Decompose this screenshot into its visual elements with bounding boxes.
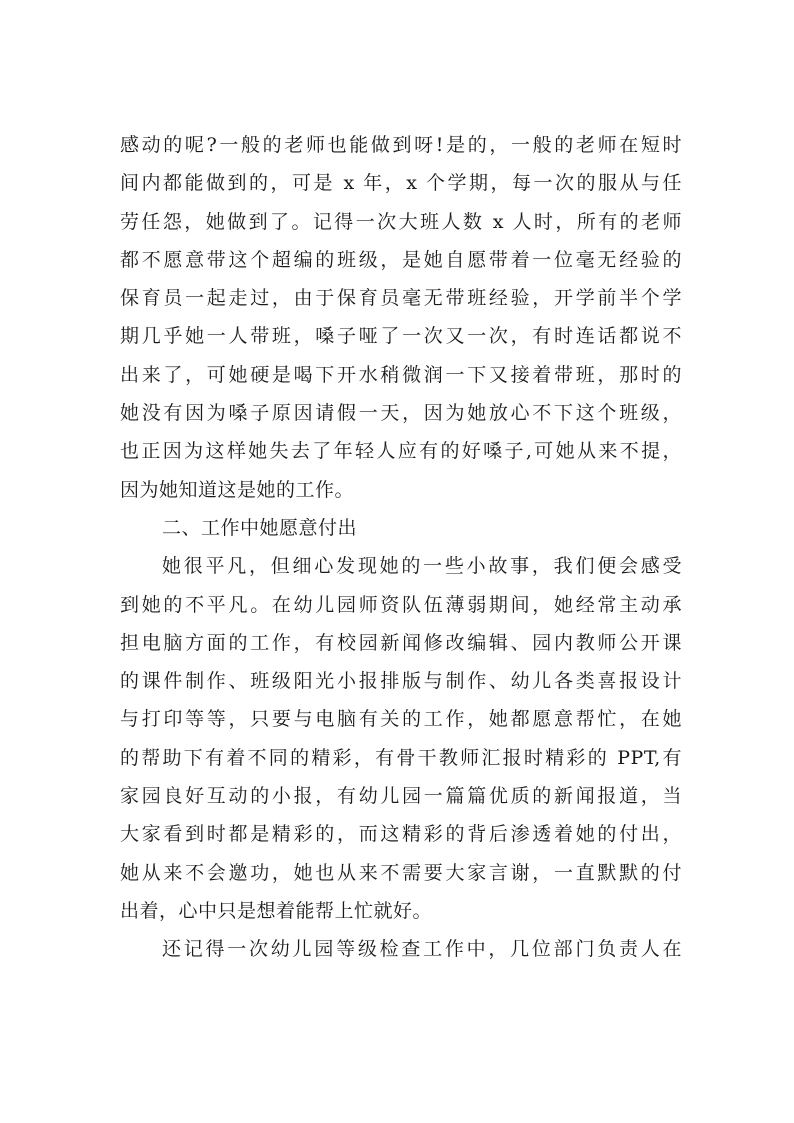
text-line-6: 期几乎她一人带班，嗓子哑了一次又一次，有时连话都说不 xyxy=(120,325,682,348)
text-line-7: 出来了，可她硬是喝下开水稍微润一下又接着带班，那时的 xyxy=(120,363,682,386)
text-line-15: 的课件制作、班级阳光小报排版与制作、幼儿各类喜报设计 xyxy=(120,670,682,693)
document-body xyxy=(120,126,682,969)
text-line-13: 到她的不平凡。在幼儿园师资队伍薄弱期间，她经常主动承 xyxy=(120,593,682,616)
text-line-16: 与打印等等，只要与电脑有关的工作，她都愿意帮忙，在她 xyxy=(120,708,682,731)
text-line-9: 也正因为这样她失去了年轻人应有的好嗓子,可她从来不提， xyxy=(120,440,682,463)
section-heading: 二、工作中她愿意付出 xyxy=(162,516,358,539)
paragraph-first-line: 她很平凡，但细心发现她的一些小故事，我们便会感受 xyxy=(162,555,682,578)
text-line-19: 大家看到时都是精彩的，而这精彩的背后渗透着她的付出， xyxy=(120,823,682,846)
text-line-20: 她从来不会邀功，她也从来不需要大家言谢，一直默默的付 xyxy=(120,861,682,884)
text-line-14: 担电脑方面的工作，有校园新闻修改编辑、园内教师公开课 xyxy=(120,631,682,654)
text-line-21: 出着，心中只是想着能帮上忙就好。 xyxy=(120,899,433,922)
text-line-8: 她没有因为嗓子原因请假一天，因为她放心不下这个班级， xyxy=(120,402,682,425)
text-line-1: 感动的呢?一般的老师也能做到呀!是的，一般的老师在短时 xyxy=(120,134,682,156)
text-line-4: 都不愿意带这个超编的班级，是她自愿带着一位毫无经验的 xyxy=(120,248,682,271)
text-line-10: 因为她知道这是她的工作。 xyxy=(120,478,355,501)
paragraph-first-line: 还记得一次幼儿园等级检查工作中，几位部门负责人在 xyxy=(162,938,682,961)
text-line-3: 劳任怨，她做到了。记得一次大班人数 x 人时，所有的老师 xyxy=(120,210,682,233)
text-line-5: 保育员一起走过，由于保育员毫无带班经验，开学前半个学 xyxy=(120,287,682,310)
text-line-2: 间内都能做到的，可是 x 年，x 个学期，每一次的服从与任 xyxy=(120,172,682,195)
text-line-18: 家园良好互动的小报，有幼儿园一篇篇优质的新闻报道，当 xyxy=(120,785,682,808)
text-line-17: 的帮助下有着不同的精彩，有骨干教师汇报时精彩的 PPT,有 xyxy=(120,746,682,769)
